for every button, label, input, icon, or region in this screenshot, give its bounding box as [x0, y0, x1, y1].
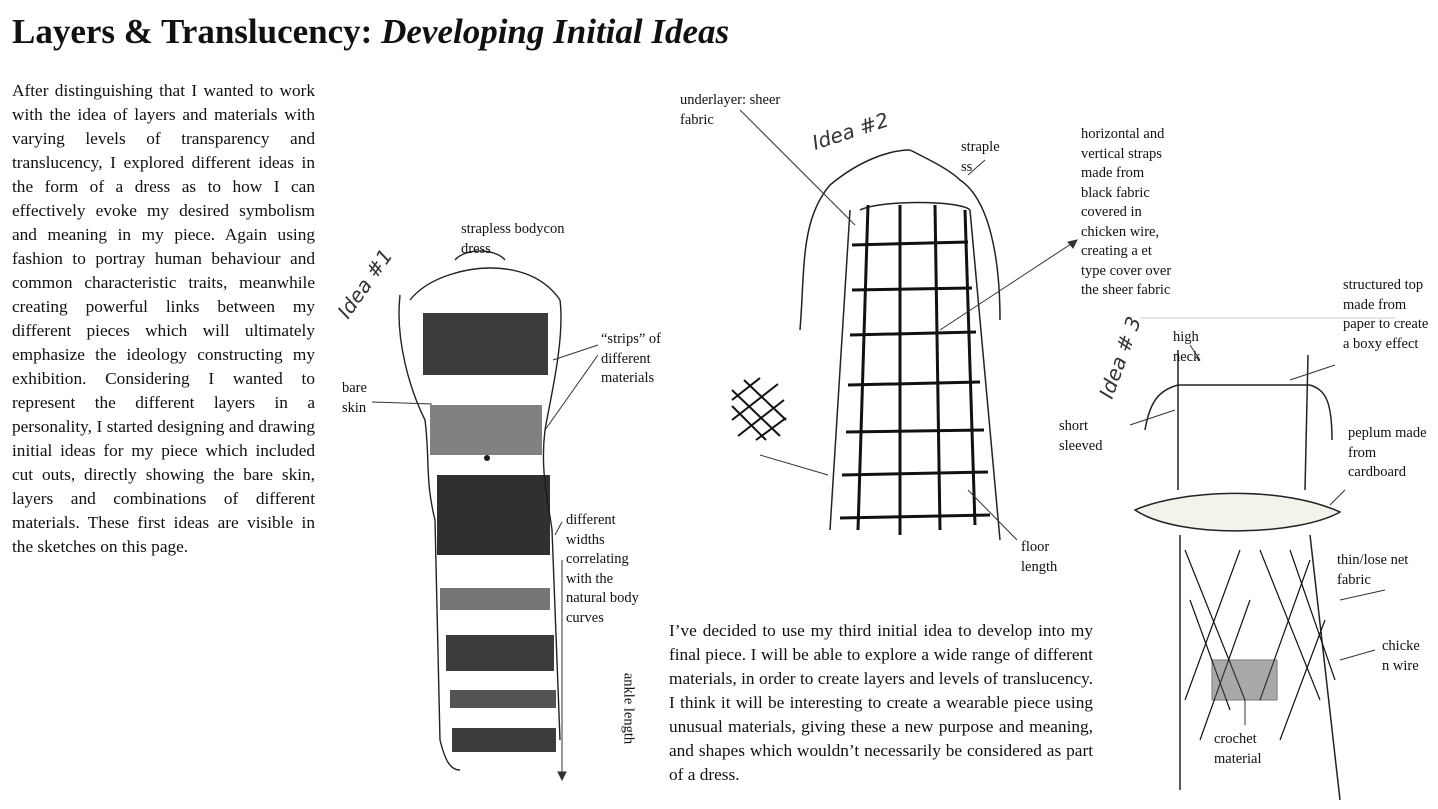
label-strapless: straple ss [961, 139, 1000, 175]
idea2-pointers [740, 107, 1077, 540]
idea2-swatch [732, 378, 786, 440]
idea2-grid [840, 205, 990, 535]
label-short-sleeved: short sleeved [1059, 418, 1103, 454]
label-floor-length: floor length [1021, 539, 1058, 575]
label-net-fabric: thin/lose net fabric [1337, 552, 1409, 588]
label-peplum: peplum made from cardboard [1348, 425, 1427, 480]
label-underlayer: underlayer: sheer fabric [680, 92, 781, 128]
label-bare-skin: bare skin [342, 380, 367, 416]
label-strapless-bodycon: strapless bodycon dress [461, 221, 565, 257]
intro-paragraph: After distinguishing that I wanted to work with the idea of layers and materials with varying levels of transparency and translucency, I explored different ideas in the form of a dress as to how I can effectively evoke my desired symbolism and meaning in my piece. Again using fashion to portray human behaviour and common characteristic traits, meanwhile creating powerful links between my different pieces which will ultimately emphasize the ideology constructing my exhibition. Considering I wanted to represent the different layers in a personality, I started designing and drawing initial ideas for my piece which included cut outs, directly showing the bare skin, layers and combinations of different materials. These first ideas are visible in the sketches on this page. [12, 81, 315, 556]
label-crochet: crochet material [1214, 731, 1262, 767]
label-chicken-wire: chicke n wire [1382, 638, 1420, 674]
idea2-handwritten-text: Idea #2 [809, 107, 892, 155]
label-high-neck: high neck [1173, 329, 1201, 365]
title-main: Layers & Translucency: [12, 12, 382, 51]
label-straps: horizontal and vertical straps made from black fabric covered in chicken wire, creating a et type cover over the sheer fabric [1081, 126, 1172, 298]
idea1-handwritten-text: Idea #1 [332, 244, 398, 323]
idea3-net [1185, 550, 1335, 740]
label-strips: “strips” of different materials [601, 331, 661, 386]
label-different-widths: different widths correlating with the natural body curves [566, 512, 639, 626]
label-structured-top: structured top made from paper to create a boxy effect [1343, 277, 1429, 352]
label-ankle-length: ankle length [620, 672, 637, 745]
decision-paragraph: I’ve decided to use my third initial idea to develop into my final piece. I will be able to explore a wide range of different materials, in order to create layers and levels of translucency. I think it will be interesting to create a wearable piece using unusual materials, giving these a new purpose and meaning, and shapes which wouldn’t necessarily be considered as part of a dress. [669, 621, 1093, 784]
title-subtitle: Developing Initial Ideas [381, 12, 730, 51]
idea1-strips [423, 313, 556, 752]
idea3-handwritten-text: Idea # 3 [1094, 313, 1146, 402]
